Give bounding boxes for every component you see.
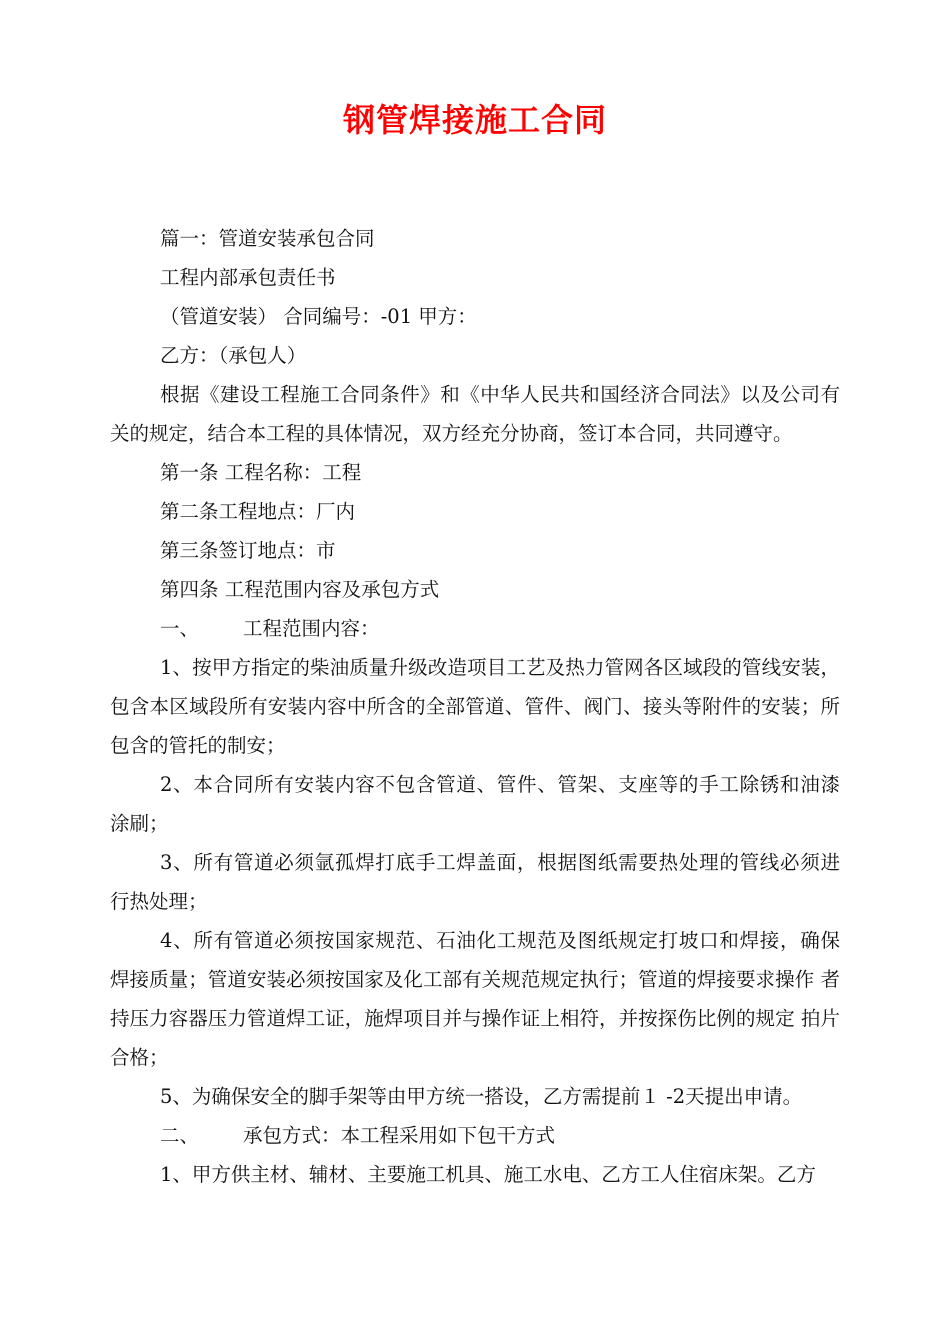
paragraph: 第四条 工程范围内容及承包方式 (160, 578, 440, 601)
paragraph: 1、按甲方指定的柴油质量升级改造项目工艺及热力管网各区域段的管线安装，包含本区域段所有安装内容中所含的全部管道、管件、阀门、接头等附件的安装；所包含的管托的制安； (110, 656, 840, 757)
paragraph: 根据《建设工程施工合同条件》和《中华人民共和国经济合同法》以及公司有关的规定，结合本工程的具体情况，双方经充分协商，签订本合同，共同遵守。 (110, 383, 840, 445)
paragraph: 1、甲方供主材、辅材、主要施工机具、施工水电、乙方工人住宿床架。乙方 (160, 1163, 816, 1186)
section-heading-one (110, 609, 840, 648)
paragraph: 乙方：（承包人） (160, 344, 307, 367)
paragraph: 5、为确保安全的脚手架等由甲方统一搭设，乙方需提前１ -2天提出申请。 (160, 1085, 803, 1108)
paragraph: （管道安装） 合同编号：-01 甲方： (160, 305, 477, 328)
paragraph: 第三条签订地点：市 (160, 539, 336, 562)
paragraph: 工程内部承包责任书 (160, 266, 336, 289)
paragraph: 第一条 工程名称：工程 (160, 461, 362, 484)
paragraph: 2、本合同所有安装内容不包含管道、管件、管架、支座等的手工除锈和油漆 涂刷； (110, 773, 840, 835)
section-number: 二、 (160, 1124, 200, 1147)
paragraph: 第二条工程地点：厂内 (160, 500, 356, 523)
paragraph: 3、所有管道必须氩孤焊打底手工焊盖面，根据图纸需要热处理的管线必须进 行热处理； (110, 851, 840, 913)
paragraph: 4、所有管道必须按国家规范、石油化工规范及图纸规定打坡口和焊接，确保 焊接质量；管道安装必须按国家及化工部有关规范规定执行；管道的焊接要求操作 者持压力容器压力管道焊工证，施焊项目并与操作证上相符，并按探伤比例的规定 拍片合格； (110, 929, 840, 1069)
section-heading-two (110, 1116, 840, 1155)
section-heading-text: 工程范围内容： (243, 617, 380, 640)
paragraph: 篇一：管道安装承包合同 (160, 227, 375, 250)
section-heading-text: 承包方式：本工程采用如下包干方式 (243, 1124, 556, 1147)
document-title: 钢管焊接施工合同 (342, 101, 607, 139)
document-body (110, 219, 840, 1194)
section-number: 一、 (160, 617, 200, 640)
